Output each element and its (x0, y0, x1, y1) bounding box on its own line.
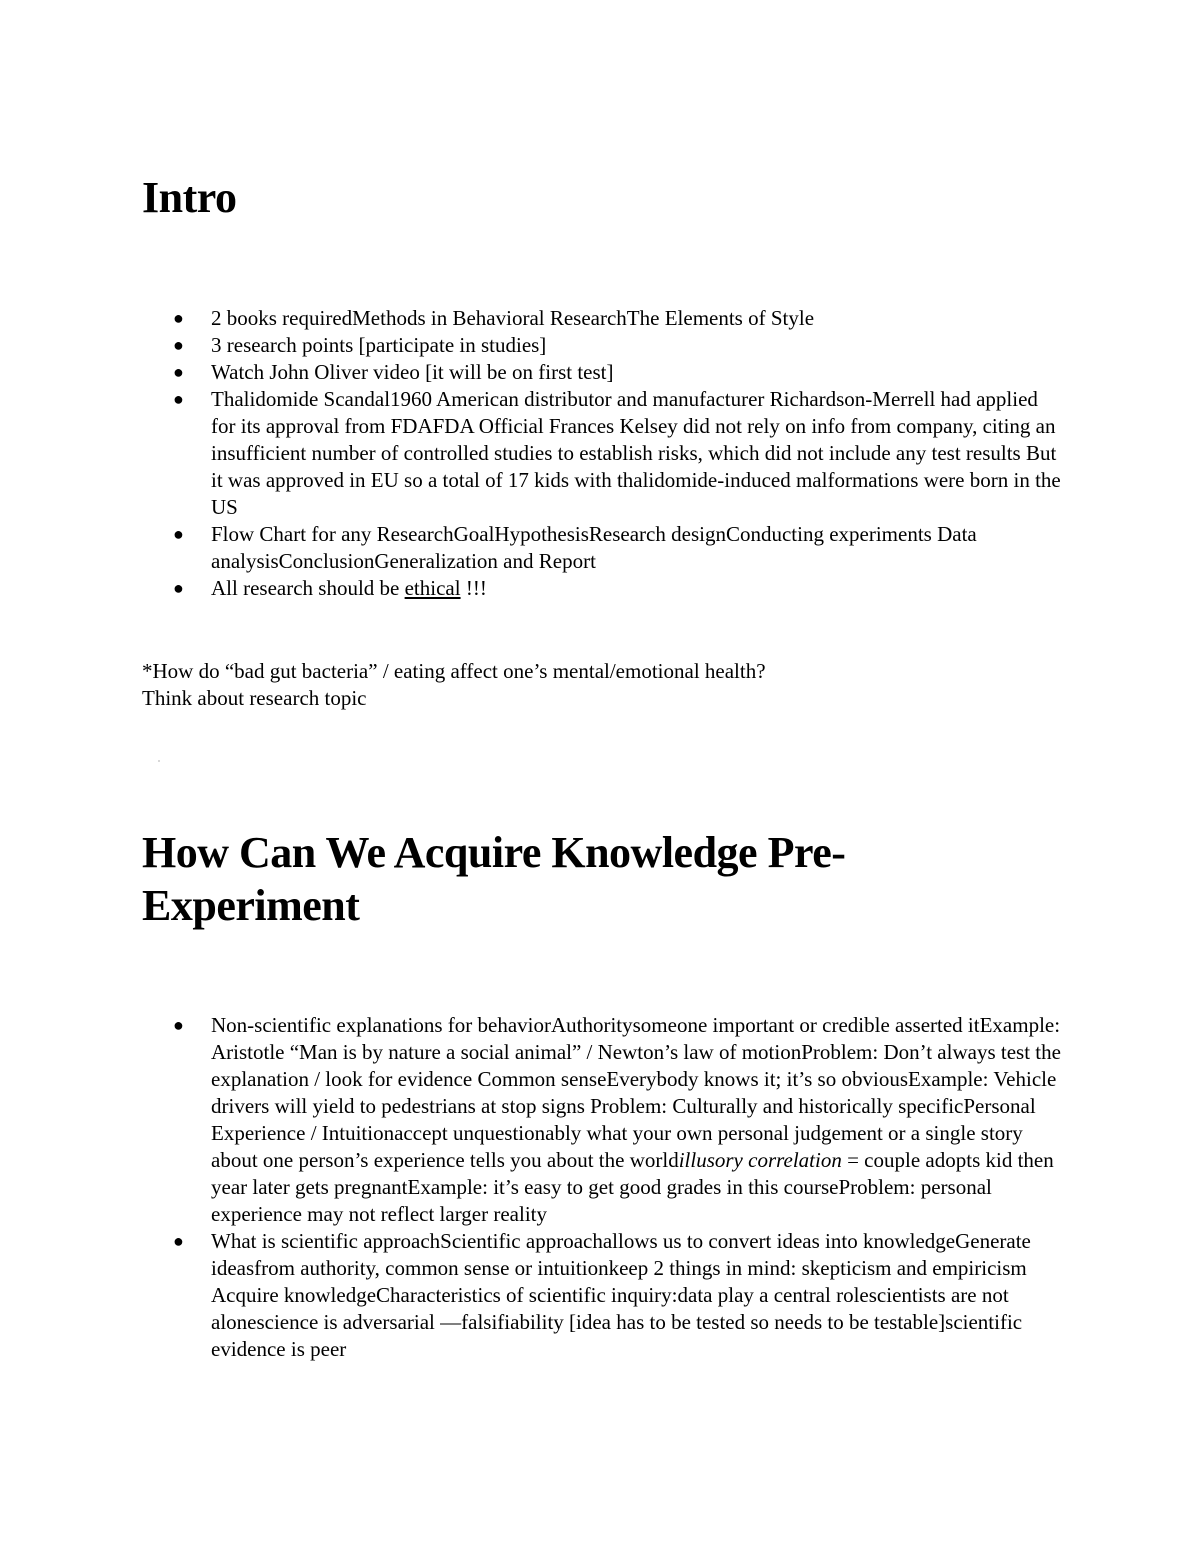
intro-bullet-list (0, 305, 1061, 602)
list-item-text: Flow Chart for any ResearchGoalHypothesisResearch designConducting experiments Data analysisConclusionGeneralization and Report (211, 522, 977, 573)
bullet-icon: ● (173, 1015, 184, 1035)
illusory-correlation-term: illusory correlation (678, 1148, 842, 1172)
list-item-ethical (0, 575, 1061, 602)
list-item (0, 332, 1061, 359)
acquire-knowledge-heading: How Can We Acquire Knowledge Pre-Experiment (142, 828, 846, 930)
list-item-text: 2 books requiredMethods in Behavioral ResearchThe Elements of Style (211, 306, 815, 330)
list-item-text: Thalidomide Scandal1960 American distributor and manufacturer Richardson-Merrell had applied for its approval from FDAFDA Official Frances Kelsey did not rely on info from company, citing an insufficient number of controlled studies to establish risks, which did not include any test results But it was approved in EU so a total of 17 kids with thalidomide-induced malformations were born in the US (211, 387, 1061, 519)
list-item (0, 305, 1061, 332)
bullet-icon: ● (173, 389, 184, 409)
list-item-text: Watch John Oliver video [it will be on first test] (211, 360, 614, 384)
bullet-icon: ● (173, 362, 184, 382)
research-topic-note: Think about research topic (142, 686, 367, 710)
bullet-icon: ● (173, 335, 184, 355)
list-item (0, 359, 1061, 386)
bullet-icon: ● (173, 1231, 184, 1251)
bullet-icon: ● (173, 578, 184, 598)
bullet-icon: ● (173, 308, 184, 328)
bullet-icon: ● (173, 524, 184, 544)
ethical-text-before: All research should be (211, 576, 405, 600)
ethical-underlined-word: ethical (404, 576, 461, 600)
list-item-text-after: = couple adopts kid then year later gets pregnantExample: it’s easy to get good grades in this courseProblem: personal experience may not reflect larger reality (211, 1148, 1054, 1226)
acquire-bullet-list (0, 1012, 1061, 1363)
list-item (0, 1228, 1061, 1363)
ethical-text-after: !!! (460, 576, 487, 600)
list-item (0, 521, 1061, 575)
list-item-text: 3 research points [participate in studies] (211, 333, 547, 357)
list-item (0, 1012, 1061, 1228)
research-question: *How do “bad gut bacteria” / eating affect one’s mental/emotional health? (142, 659, 766, 683)
list-item-text: What is scientific approachScientific approachallows us to convert ideas into knowledgeGenerate ideasfrom authority, common sense or intuitionkeep 2 things in mind: skepticism and empiricism Acquire knowledgeCharacteristics of scientific inquiry:data play a central rolescientists are not alonescience is adversarial —falsifiability [idea has to be tested so needs to be testable]scientific evidence is peer (211, 1229, 1031, 1361)
list-item (0, 386, 1061, 521)
stray-mark (158, 760, 160, 762)
intro-heading: Intro (142, 173, 237, 222)
list-item-text-before: Non-scientific explanations for behaviorAuthoritysomeone important or credible asserted itExample: Aristotle “Man is by nature a social animal” / Newton’s law of motionProblem: Don’t always test the explanation / look for evidence Common senseEverybody knows it; it’s so obviousExample: Vehicle drivers will yield to pedestrians at stop signs Problem: Culturally and historically specificPersonal Experience / Intuitionaccept unquestionably what your own personal judgement or a single story about one person’s experience tells you about the world (211, 1013, 1061, 1172)
